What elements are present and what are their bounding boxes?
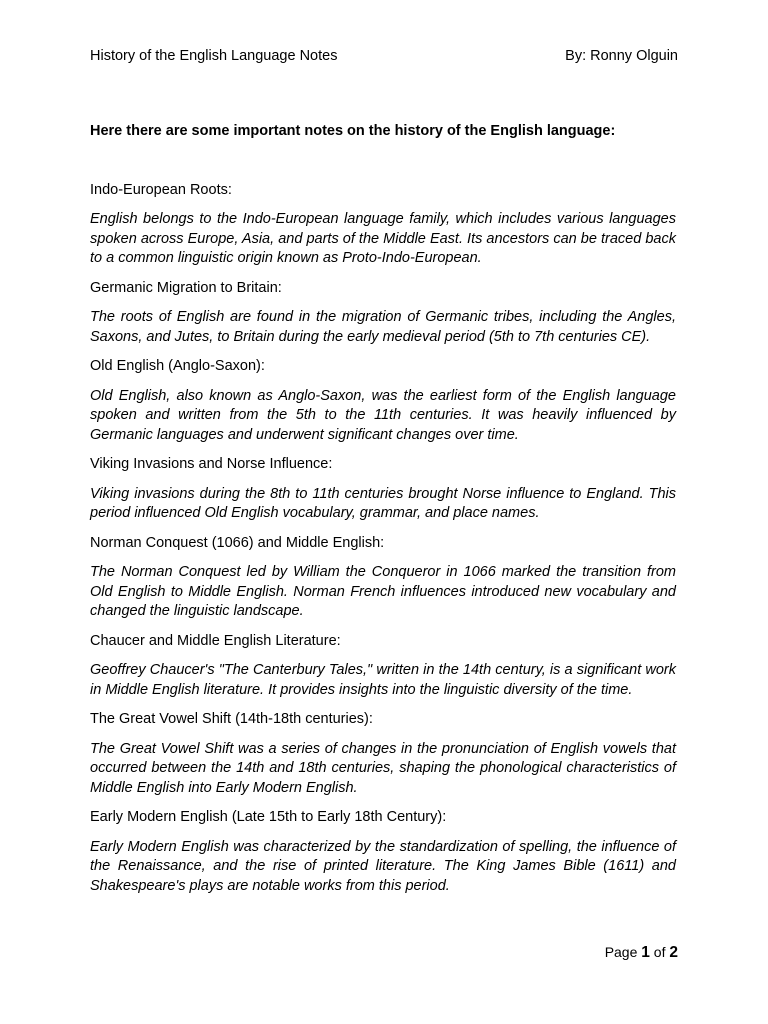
- section-paragraph: The Great Vowel Shift was a series of changes in the pronunciation of English vowels that occurred between the 14th and 18th centuries, shaping the phonological characteristics of Middle English into Early Modern English.: [90, 740, 676, 796]
- section-paragraph: The roots of English are found in the migration of Germanic tribes, including the Angles, Saxons, and Jutes, to Britain during the early medieval period (5th to 7th centuries CE).: [90, 309, 676, 345]
- section-chaucer: [90, 632, 676, 701]
- section-paragraph: Old English, also known as Anglo-Saxon, was the earliest form of the English language spoken and written from the 5th to the 11th centuries. It was heavily influenced by Germanic languages and underwent significant changes over time.: [90, 387, 676, 443]
- page-header: [90, 47, 678, 67]
- document-title: History of the English Language Notes: [90, 48, 338, 64]
- section-viking-invasions: [90, 455, 676, 524]
- page-label: Page: [604, 944, 638, 960]
- page-current: 1: [641, 944, 650, 961]
- section-early-modern-english: [90, 808, 676, 896]
- section-great-vowel-shift: [90, 710, 676, 798]
- document-author: By: Ronny Olguin: [565, 48, 678, 64]
- section-norman-conquest: [90, 534, 676, 622]
- section-paragraph: English belongs to the Indo-European language family, which includes various languages spoken across Europe, Asia, and parts of the Middle East. Its ancestors can be traced back to a common linguistic origin known as Proto-Indo-European.: [90, 211, 676, 266]
- section-heading: Viking Invasions and Norse Influence:: [90, 456, 333, 472]
- section-old-english: [90, 357, 676, 445]
- section-heading: Chaucer and Middle English Literature:: [90, 632, 341, 649]
- section-indo-european-roots: [90, 181, 676, 269]
- page-of-label: of: [653, 944, 666, 960]
- section-germanic-migration: [90, 279, 676, 348]
- section-heading: Old English (Anglo-Saxon):: [90, 358, 265, 374]
- section-paragraph: The Norman Conquest led by William the Conqueror in 1066 marked the transition from Old English to Middle English. Norman French influences introduced new vocabulary and changed the linguistic landscape.: [90, 564, 676, 619]
- intro-text: Here there are some important notes on the history of the English language:: [90, 123, 616, 139]
- section-heading: Early Modern English (Late 15th to Early 18th Century):: [90, 809, 447, 825]
- section-heading: Norman Conquest (1066) and Middle English:: [90, 534, 385, 551]
- page-total: 2: [669, 944, 678, 961]
- section-heading: Germanic Migration to Britain:: [90, 279, 282, 296]
- section-heading: Indo-European Roots:: [90, 181, 232, 198]
- page-footer: [605, 943, 678, 962]
- section-paragraph: Viking invasions during the 8th to 11th centuries brought Norse influence to England. This period influenced Old English vocabulary, grammar, and place names.: [90, 485, 676, 521]
- section-paragraph: Geoffrey Chaucer's "The Canterbury Tales," written in the 14th century, is a significant work in Middle English literature. It provides insights into the linguistic diversity of the time.: [90, 662, 676, 698]
- section-paragraph: Early Modern English was characterized by the standardization of spelling, the influence of the Renaissance, and the rise of printed literature. The King James Bible (1611) and Shakespeare's plays are notable works from this period.: [90, 838, 676, 894]
- section-heading: The Great Vowel Shift (14th-18th centuries):: [90, 711, 373, 727]
- document-body: [90, 122, 676, 906]
